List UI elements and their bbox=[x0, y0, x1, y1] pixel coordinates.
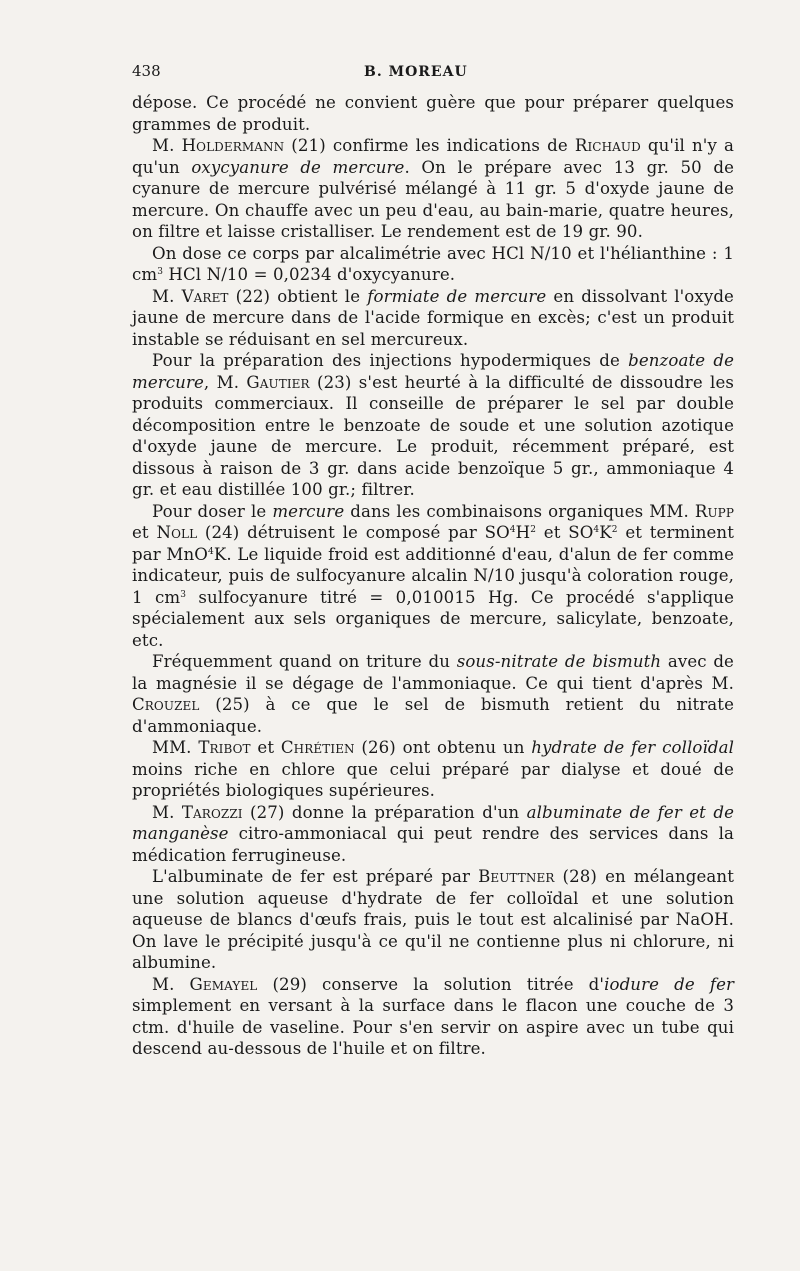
superscript: 2 bbox=[530, 525, 537, 535]
text-run: (21) confirme les indications de bbox=[284, 136, 575, 155]
text-run: M. bbox=[152, 974, 190, 994]
text-run: qu'il n'y a qu'un bbox=[132, 136, 734, 177]
text-run: K bbox=[599, 523, 612, 542]
author-name: Holdermann bbox=[181, 136, 285, 155]
paragraph bbox=[132, 350, 734, 501]
text-run: (27) donne la préparation d'un bbox=[242, 802, 527, 822]
author-name: Crouzel bbox=[132, 695, 200, 714]
page bbox=[132, 62, 734, 1060]
text-run: MM. bbox=[152, 738, 199, 757]
text-run: M. bbox=[152, 136, 182, 155]
paragraph bbox=[132, 866, 734, 974]
author-name: Noll bbox=[156, 523, 198, 542]
italic-term: benzoate de mercure bbox=[132, 351, 734, 392]
text-run: M. bbox=[152, 286, 182, 306]
paragraph bbox=[132, 135, 734, 243]
running-head: B. MOREAU bbox=[364, 64, 468, 80]
author-name: Richaud bbox=[574, 136, 641, 155]
author-name: Gautier bbox=[246, 372, 310, 392]
text-run: et terminent par MnO bbox=[132, 523, 734, 564]
text-run: et bbox=[132, 523, 157, 542]
text-run: (24) détruisent le composé par SO bbox=[197, 523, 510, 542]
italic-term: iodure de fer bbox=[604, 974, 735, 994]
paragraph bbox=[132, 286, 734, 351]
text-run: simplement en versant à la surface dans le flacon une couche de 3 ctm. d'huile de vaseline. Pour s'en servir on aspire avec un tube qui descend au-dessous de l'huile et on filtre. bbox=[132, 996, 734, 1058]
text-run: Fréquemment quand on triture du bbox=[152, 652, 457, 671]
superscript: 4 bbox=[509, 525, 516, 535]
text-run: Pour la préparation des injections hypodermiques de bbox=[152, 351, 629, 370]
text-run: H bbox=[515, 523, 531, 542]
italic-term: sous-nitrate de bismuth bbox=[456, 652, 662, 671]
text-run: HCl N/10 = 0,0234 d'oxycyanure. bbox=[163, 265, 456, 284]
text-run: , M. bbox=[203, 372, 247, 392]
text-run: M. bbox=[152, 802, 182, 822]
text-run: On dose ce corps par alcalimétrie avec HCl N/10 et l'hélianthine : 1 cm bbox=[132, 243, 734, 284]
text-run: (23) s'est heurté à la difficulté de dissoudre les produits commerciaux. Il conseille de préparer le sel par double décomposition entre le benzoate de soude et une solution azotique d'oxyde jaune de mercure. Le produit, récemment préparé, est dissous à raison de 3 gr. dans acide benzoïque 5 gr., ammoniaque 4 gr. et eau distillée 100 gr.; filtrer. bbox=[132, 372, 734, 499]
superscript: 3 bbox=[157, 267, 164, 277]
text-run: et bbox=[250, 738, 281, 757]
italic-term: oxycyanure de mercure bbox=[191, 157, 405, 177]
text-run: en dissolvant l'oxyde jaune de mercure dans de l'acide formique en excès; c'est un produit instable se réduisant en sel mercureux. bbox=[132, 286, 734, 349]
italic-term: formiate de mercure bbox=[367, 286, 547, 306]
text-run: . On le prépare avec 13 gr. 50 de cyanure de mercure pulvérisé mélangé à 11 gr. 5 d'oxyde jaune de mercure. On chauffe avec un peu d'eau, au bain-marie, quatre heures, on filtre et laisse cristalliser. Le rendement est de 19 gr. 90. bbox=[132, 157, 734, 241]
text-run: sulfocyanure titré = 0,010015 Hg. Ce procédé s'applique spécialement aux sels organiques de mercure, salicylate, benzoate, etc. bbox=[132, 587, 735, 650]
paragraph bbox=[132, 651, 734, 737]
author-name: Tribot bbox=[198, 738, 251, 757]
superscript: 4 bbox=[208, 546, 214, 557]
paragraph bbox=[132, 501, 734, 652]
superscript: 4 bbox=[593, 525, 600, 535]
text-run: dépose. Ce procédé ne convient guère que pour préparer quelques grammes de produit. bbox=[132, 93, 734, 134]
body-text bbox=[132, 92, 734, 1060]
text-run: K. Le liquide froid est additionné d'eau, d'alun de fer comme indicateur, puis de sulfocyanure alcalin N/10 jusqu'à coloration rouge, 1 cm bbox=[132, 544, 734, 607]
text-run: (25) à ce que le sel de bismuth retient du nitrate d'ammoniaque. bbox=[132, 695, 734, 736]
author-name: Varet bbox=[181, 286, 229, 306]
text-run: et SO bbox=[536, 523, 594, 542]
text-run: (28) en mélangeant une solution aqueuse d'hydrate de fer colloïdal et une solution aqueuse de blancs d'œufs frais, puis le tout est alcalinisé par NaOH. On lave le précipité jusqu'à ce qu'il ne contienne plus ni chlorure, ni albumine. bbox=[132, 867, 734, 972]
author-name: Tarozzi bbox=[181, 802, 243, 822]
text-run: L'albuminate de fer est préparé par bbox=[152, 867, 479, 886]
paragraph bbox=[132, 243, 734, 286]
italic-term: mercure bbox=[272, 501, 345, 521]
author-name: Beuttner bbox=[478, 867, 555, 886]
italic-term: hydrate de fer colloïdal bbox=[531, 738, 734, 757]
text-run: avec de la magnésie il se dégage de l'ammoniaque. Ce qui tient d'après M. bbox=[132, 652, 734, 693]
page-header bbox=[132, 62, 734, 92]
text-run: dans les combinaisons organiques MM. bbox=[344, 501, 695, 521]
author-name: Gemayel bbox=[189, 974, 258, 994]
italic-term: albuminate de fer et de manganèse bbox=[132, 802, 734, 843]
paragraph bbox=[132, 92, 734, 135]
text-run: Pour doser le bbox=[152, 501, 273, 521]
superscript: 2 bbox=[611, 525, 618, 535]
page-number: 438 bbox=[132, 62, 161, 80]
author-name: Chrétien bbox=[280, 738, 355, 757]
text-run: (22) obtient le bbox=[228, 286, 368, 306]
paragraph bbox=[132, 802, 734, 867]
text-run: (29) conserve la solution titrée d' bbox=[257, 974, 605, 994]
text-run: citro-ammoniacal qui peut rendre des services dans la médication ferrugineuse. bbox=[132, 824, 734, 865]
text-run: moins riche en chlore que celui préparé par dialyse et doué de propriétés biologiques supérieures. bbox=[132, 759, 734, 800]
text-run: (26) ont obtenu un bbox=[354, 738, 532, 757]
author-name: Rupp bbox=[694, 501, 735, 521]
superscript: 3 bbox=[180, 589, 187, 600]
paragraph bbox=[132, 737, 734, 802]
paragraph bbox=[132, 974, 734, 1060]
